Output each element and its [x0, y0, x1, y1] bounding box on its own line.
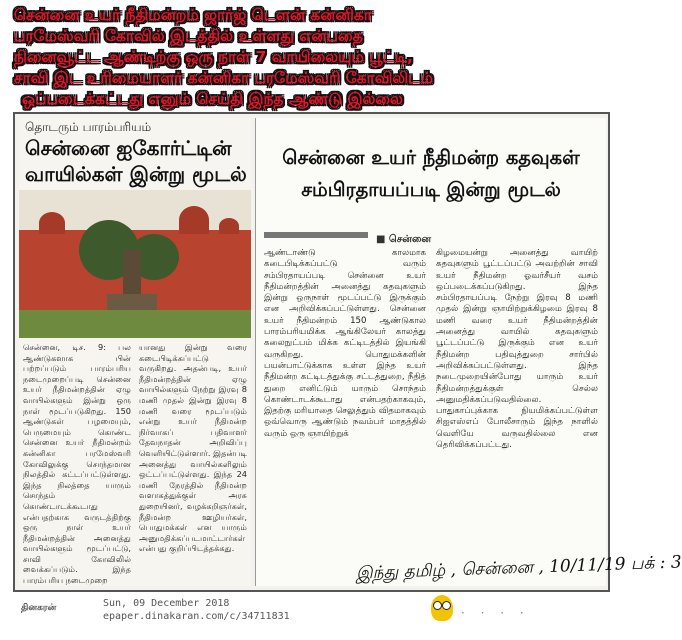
- article-column: கிழமையன்று அனைத்து வாயிற் கதவுகளும் பூட்டப்பட்டு அவற்றின் சாவி உயர் நீதிமன்ற ஓவர்சீயர் வசம் ஒப்படைக்கப்படுகிறது. இந்த சம்பிரதாயப்படி நேற்று இரவு 8 மணி முதல் இன்று ஞாயிற்றுக்கிழமை இரவு 8 மணி வரை உயர் நீதிமன்றத்தின் அனைத்து வாயில் கதவுகளும் பூட்டப்பட்டு இருக்கும் என உயர் நீதிமன்ற பதிவுத்துறை சார்பில் அறிவிக்கப்பட்டுள்ளது. இந்த நடைமுறையின்போது யாரும் உயர் நீதிமன்றத்துக்குள் செல்ல அனுமதிக்கப்படுவதில்லை. பாதுகாப்புக்காக நியமிக்கப்பட்டுள்ள சிஐஎஸ்எப் போலீசாரும் இந்த நாளில் வெளியே வருவதில்லை என தெரிவிக்கப்பட்டது.: [436, 248, 598, 451]
- article-column: ஆண்டாண்டு காலமாக கடைபிடிக்கப்பட்டு வரும் சம்பிரதாயப்படி சென்னை உயர் நீதிமன்றத்தின் அனைத்து கதவுகளும் இன்று ஒருநாள் மூடப்பட்டு இருக்கும் என அறிவிக்கப்பட்டுள்ளது. சென்னை உயர் நீதிமன்றம் 150 ஆண்டுகால பாரம்பரியமிக்க ஆங்கிலேயர் காலத்து கலைநுட்பம் மிக்க கட்டிடத்தில் இயங்கி வருகிறது. பொதுமக்களின் பயன்பாட்டுக்காக உள்ள இந்த உயர் நீதிமன்ற கட்டிடத்துக்கு சட்டத்துறை, நீதித் துறை எனிட்டும் யாரும் சொந்தம் கொண்டாடக்கூடாது என்பதற்காகவும், இதற்கு மரியாதை செலுத்தும் விதமாகவும் ஒவ்வொரு ஆண்டும் நவம்பர் மாதத்தில் வரும் ஒரு ஞாயிற்றுக்: [264, 248, 426, 439]
- article-column: சென்னை, டிச. 9: பல ஆண்டுகளாக பின் பற்றப்படும் பாரம்பரிய நடைமுறைப்படி சென்னை உயர் நீதிமன்றத்தின் ஏழு வாயில்களும் இன்று ஒரு நாள் மூடப்படுகிறது. 150 ஆண்டுகள் பழமையும், பெருமையும் கொண்ட சென்னை உயர் நீதிமன்றம் கன்னிகா பரமேஸ்வரி கோவிலுக்கு சொந்தமான நிலத்தில் கட்டப்பட்டுள்ளது. இந்த நிலத்தை யாரும் சொந்தம் கொண்டாடக்கூடாது என்பதற்காக வருடத்திற்கு ஒரு நாள் உயர் நீதிமன்றத்தின் அனைத்து வாயில்களும் மூடப்பட்டு, சாவி கோவிலில் வைக்கப்படும். இந்த பாரம்பரிய நடைமுறை: [23, 342, 131, 586]
- headline-line: பரமேஸ்வரி கோவில் இடத்தில் உள்ளது என்பதை: [14, 27, 363, 45]
- article-column: யானது இன்று வரை கடைபிடிக்கப்பட்டு வருகிறது. அதன்படி, உயர் நீதிமன்றத்தின் ஏழு வாயில்களும் நேற்று இரவு 8 மணி முதல் இன்று இரவு 8 மணி வரை மூடப்படும் என்று உயர் நீதிமன்ற நிர்வாகப் பதிவாளர் தேவநாதன் அறிவிப்பு வெளியிட்டுள்ளார். இதன்படி அனைத்து வாயில்களிலும் ஒட்டப்பட்டுள்ளது. இந்த 24 மணி நேரத்தில் நீதிமன்ற வளாகத்துக்குள் அரசு துறையினர், வழக்கறிஞர்கள், நீதிமன்ற ஊழியர்கள், பொதுமக்கள் என யாரும் அனுமதிக்கப்படமாட்டார்கள் என்பது குறிப்பிடத்தக்கது.: [139, 342, 247, 554]
- high-court-photo: [19, 190, 251, 338]
- headline-line: நினைவூட்ட ஆண்டிற்கு ஒரு நாள் 7 வாயிலையும் பூட்டி,: [14, 48, 413, 66]
- footer-date: [103, 597, 290, 623]
- left-clipping: [19, 118, 251, 586]
- epaper-url: epaper.dinakaran.com/c/34711831: [103, 611, 290, 622]
- headline-banner: [0, 0, 623, 112]
- owl-icon: [431, 595, 453, 621]
- publisher-logo: தினகரன்: [21, 603, 57, 613]
- headline-line: சென்னை உயர் நீதிமன்றம் ஜார்ஜ் டௌன் கன்னிகா: [14, 6, 372, 24]
- rule-bar: [264, 232, 368, 238]
- clipping-headline: சென்னை உயர் நீதிமன்ற கதவுகள்: [282, 146, 580, 169]
- newspaper-clippings: [13, 112, 682, 592]
- clipping-headline: சென்னை ஐகோர்ட்டின்: [25, 136, 232, 160]
- edition-date: Sun, 09 December 2018: [103, 598, 230, 609]
- headline-line: சாவி இட உரிமையாளர் கன்னிகா பரமேஸ்வரி கோவிலிடம்: [14, 69, 433, 87]
- separator-dots: · · · ·: [461, 606, 530, 620]
- clipping-kicker: தொடரும் பாரம்பரியம்: [25, 120, 152, 134]
- epaper-footer: [13, 595, 610, 635]
- clipping-headline: சம்பிரதாயப்படி இன்று மூடல்: [301, 178, 561, 201]
- headline-line: ஒப்படைக்கட்டது எனும் செய்தி இந்த ஆண்டு இல்லை: [22, 90, 403, 108]
- right-clipping: [255, 118, 682, 586]
- handwritten-source-note: இந்து தமிழ் , சென்னை , 10/11/19 பக் : 3: [355, 552, 682, 584]
- dateline: ■ சென்னை: [376, 234, 432, 245]
- clipping-headline: வாயில்கள் இன்று மூடல்: [25, 162, 247, 186]
